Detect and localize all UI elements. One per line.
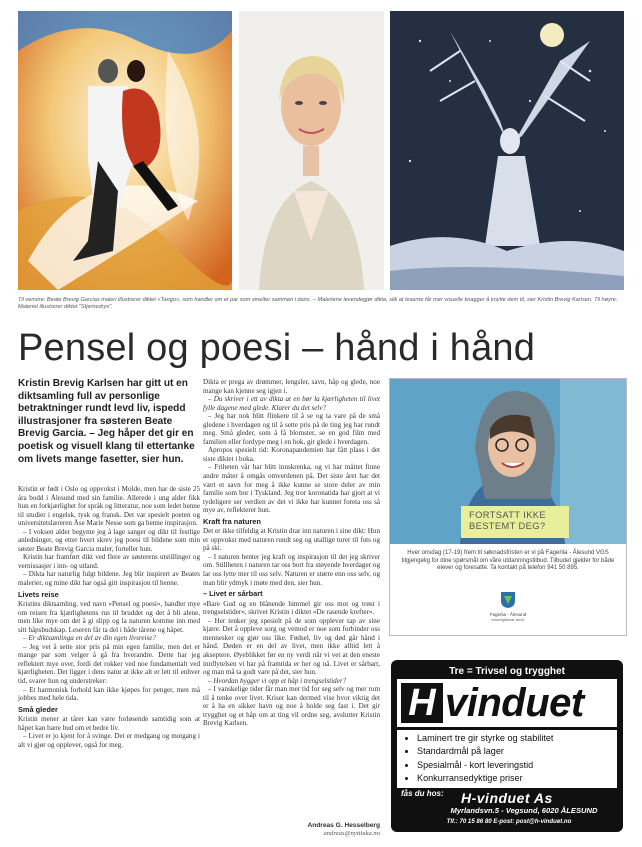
paragraph: «Bare Gud og en blånende himmel gir oss mot og trøst i trengselstider», skriver Kristin i diktet «De rasende krefter». [203,599,380,617]
paragraph: Kristin mener at tårer kan være forløsende samtidig som at håpet kan bære bud om et bedre liv. [18,715,200,732]
company-name: H-vinduet As [461,790,553,806]
list-item: • Laminert tre gir styrke og stabilitet [417,732,617,745]
list-item: • Standardmål på lager [417,745,617,758]
author-email: andreas@nyttiuka.no [323,830,380,837]
byline [296,822,380,838]
paragraph: Det er ikke tilfeldig at Kristin drar inn naturen i sine dikt: Hun er oppvokst med naturen rundt seg og utallige turer til fots og på ski. [203,527,380,553]
page-title: Pensel og poesi – hånd i hånd [18,327,536,369]
logo-h-box: H [401,683,443,723]
shield-icon [499,591,517,609]
paragraph: – Dikta har naturlig fulgt bildene. Jeg blir inspirert av Beates malerier, og mine dikt har også gitt inspirasjon til henne. [18,570,200,588]
lead-paragraph: Kristin Brevig Karlsen har gitt ut en diktsamling full av personlige betraktninger rundt levd liv, ispedd illustrasjoner fra søsteren Beate Brevig Garcia. – Jeg håper det gir en poetisk og visuell klang til ettertanke om livets mange fasetter, sier hun. [18,378,195,465]
paragraph: – Jeg vet å sette stor pris på min egen familie, men det er mange par som velger å gå fra hverandre. Dette har jeg reflektert mye over, fordi det rokker ved noe fundamentalt ved kjærligheten. Det ligger i dens natur at ikke alt er lett til enhver tid, svarer hun og understreker: [18,642,200,686]
article-column-1 [18,485,200,749]
photo-caption: Til venstre: Beate Brevig Garcias maleri illustrerer diktet «Tango», som handler om et par som smelter sammen i dans. – Maleriene levendegjør dikta, slik at leserne får mer visuelle knagger å knytte dem til, sier Kristin Brevig Karlsen. Til høyre: Maleriet illustrerer diktet "Stjernedrys". [18,297,618,311]
subheading: Kraft fra naturen [203,516,261,526]
promo-line-1: FORTSATT IKKE [469,510,547,520]
portrait-photo [239,11,384,290]
paragraph: – Friheten vår har blitt innskrenka, og vi har måttet finne andre måter å omgås omverdenen på. Det siste året har det vært et savn for meg å ikke kunne se store deler av min familie som bor i Tyskland. Jeg tror koronatida har gjort at vi tydeligere ser verdien av det vi ikke har kunnet foreta oss så mye av, reflekterer hun. [203,463,380,515]
paragraph: Kristins diktsamling, ved navn «Pensel og poesi», handler mye om reisen fra kjærlighetens rus til bruddet og det å bli alene, men like mye om det å gi slipp og la naturen komme inn med sitt håpsbudskap. Leseren får ta del i både tårene og håpet. [18,600,200,634]
company-contact: Tlf.: 70 15 86 80 E-post: post@h-vinduet.no [446,818,572,825]
paragraph: – I voksen alder begynte jeg å lage sanger og dikt til festlige anledninger, og etter hvert skrev jeg poesi til bildene som min søster Beate Brevig Garcia maler, forteller hun. [18,527,200,553]
subheading: Små gleder [18,704,58,714]
paragraph: – Et harmonisk forhold kan ikke kjøpes for penger, men må jobbes med hele tida. [18,685,200,703]
hvinduet-logo [397,679,617,727]
list-item: • Spesialmål - kort leveringstid [417,759,617,772]
school-logo-name: Fagerlia - Ålesund [489,612,527,617]
paragraph: – Her tenker jeg spesielt på de som opplever tap av sine kjære. Det å oppleve sorg og vemod er noe som forbinder oss mennesker og gjør oss like. Fødsel, liv og død går hånd i hånd. Døden er en del av livet, men ikke alltid lett å akseptere. Øyeblikket før en ny verdi når vi vet at den eneste innflytelsen vi har på framtida er her og nå. Livet er sårbart, og man må ta godt vare på det, sier hun. [203,616,380,677]
ad-text: Hver onsdag (17-19) frem til søknadsfristen er vi på Fagerlia - Ålesund VGS tilgjengelig for dine spørsmål om våre utdanningstilbud. Tilbudet gjelder for både elever og foresatte. Ta kontakt på telefon 941 50 895. [401,550,615,572]
fas-label: fås du hos: [401,789,444,798]
promo-line-2: BESTEMT DEG? [469,521,546,531]
company-address: Myrlandsvn.5 - Vegsund, 6020 ÅLESUND [450,806,598,815]
hvinduet-ad[interactable] [391,660,623,832]
author-name: Andreas G. Hesselberg [307,822,380,829]
paragraph: – Jeg har nok blitt flinkere til å se og ta vare på de små gledene i hverdagen og til å sette pris på de ting jeg har rundt meg. Små gleder, som å få blomster, se en god film med familien eller fordype meg i en bok, gir glede i hverdagen. [203,412,380,446]
school-logo-sub: vidaregåande skule [491,618,525,622]
ad-tagline: Tre = Trivsel og trygghet [449,666,565,677]
feature-list [397,730,617,788]
school-logo [499,591,517,609]
paragraph: – I vanskelige tider får man mer tid for seg selv og mer rom til å tenke over livet. Kriser kan dermed vise hvor viktig det er å ha en sikker havn og noe å holde seg fast i. Det gir trygghet og et håp om at ting vil ordne seg, avslutter Kristin Brevig Karlsen. [203,685,380,728]
paragraph: – Livet er jo kjent for å svinge. Det er medgang og motgang i alt vi gjør og opplever, også for meg. [18,732,200,749]
paragraph: Kristin har framført dikt ved flere av søsterens utstillinger og vernissasjer i inn- og utland. [18,553,200,570]
promo-box [461,506,569,538]
question: – Hvordan bygger vi opp et håp i trengselstider? [208,676,347,685]
list-item: • Konkurransedyktige priser [417,772,617,785]
fagerlia-ad[interactable] [389,378,627,636]
paragraph: Dikta er prega av drømmer, lengsler, savn, håp og glede, noe mange kan kjenne seg igjen i. [203,378,380,395]
painting-tango [18,11,232,290]
article-column-2 [203,378,380,728]
question: – Du skriver i ett av dikta at en bør la kjærligheten til livet fylle dagene med glede. Klarer du det selv? [203,395,380,412]
logo-wordmark: vinduet [445,681,584,725]
paragraph: Kristin er født i Oslo og oppvokst i Molde, men har de siste 25 åra bodd i Ålesund med sin familie. Allerede i ung alder fikk hun en forkjærlighet for språk og litteratur, noe som ledet henne til studier i engelsk, tysk og fransk. Det var spesielt poeten og universitetslæreren Åse Marie Nesse som ga henne inspirasjon. [18,485,200,528]
paragraph: – I naturen henter jeg kraft og inspirasjon til det jeg skriver om. Stillheten i naturen tar oss bort fra støyende hverdager og lar oss lytte mer til oss selv. Naturen er større enn oss selv, og man blir ydmyk i møte med den, sier hun. [203,552,380,587]
subheading: Livets reise [18,589,59,599]
subheading: – Livet er sårbart [203,589,263,599]
painting-stjernedrys [390,11,624,290]
paragraph: Apropos spesielt tid: Koronapandemien har fått plass i det siste diktet i boka. [203,446,380,463]
question: – Er diktsamlinga en del av din egen livsreise? [23,634,156,643]
